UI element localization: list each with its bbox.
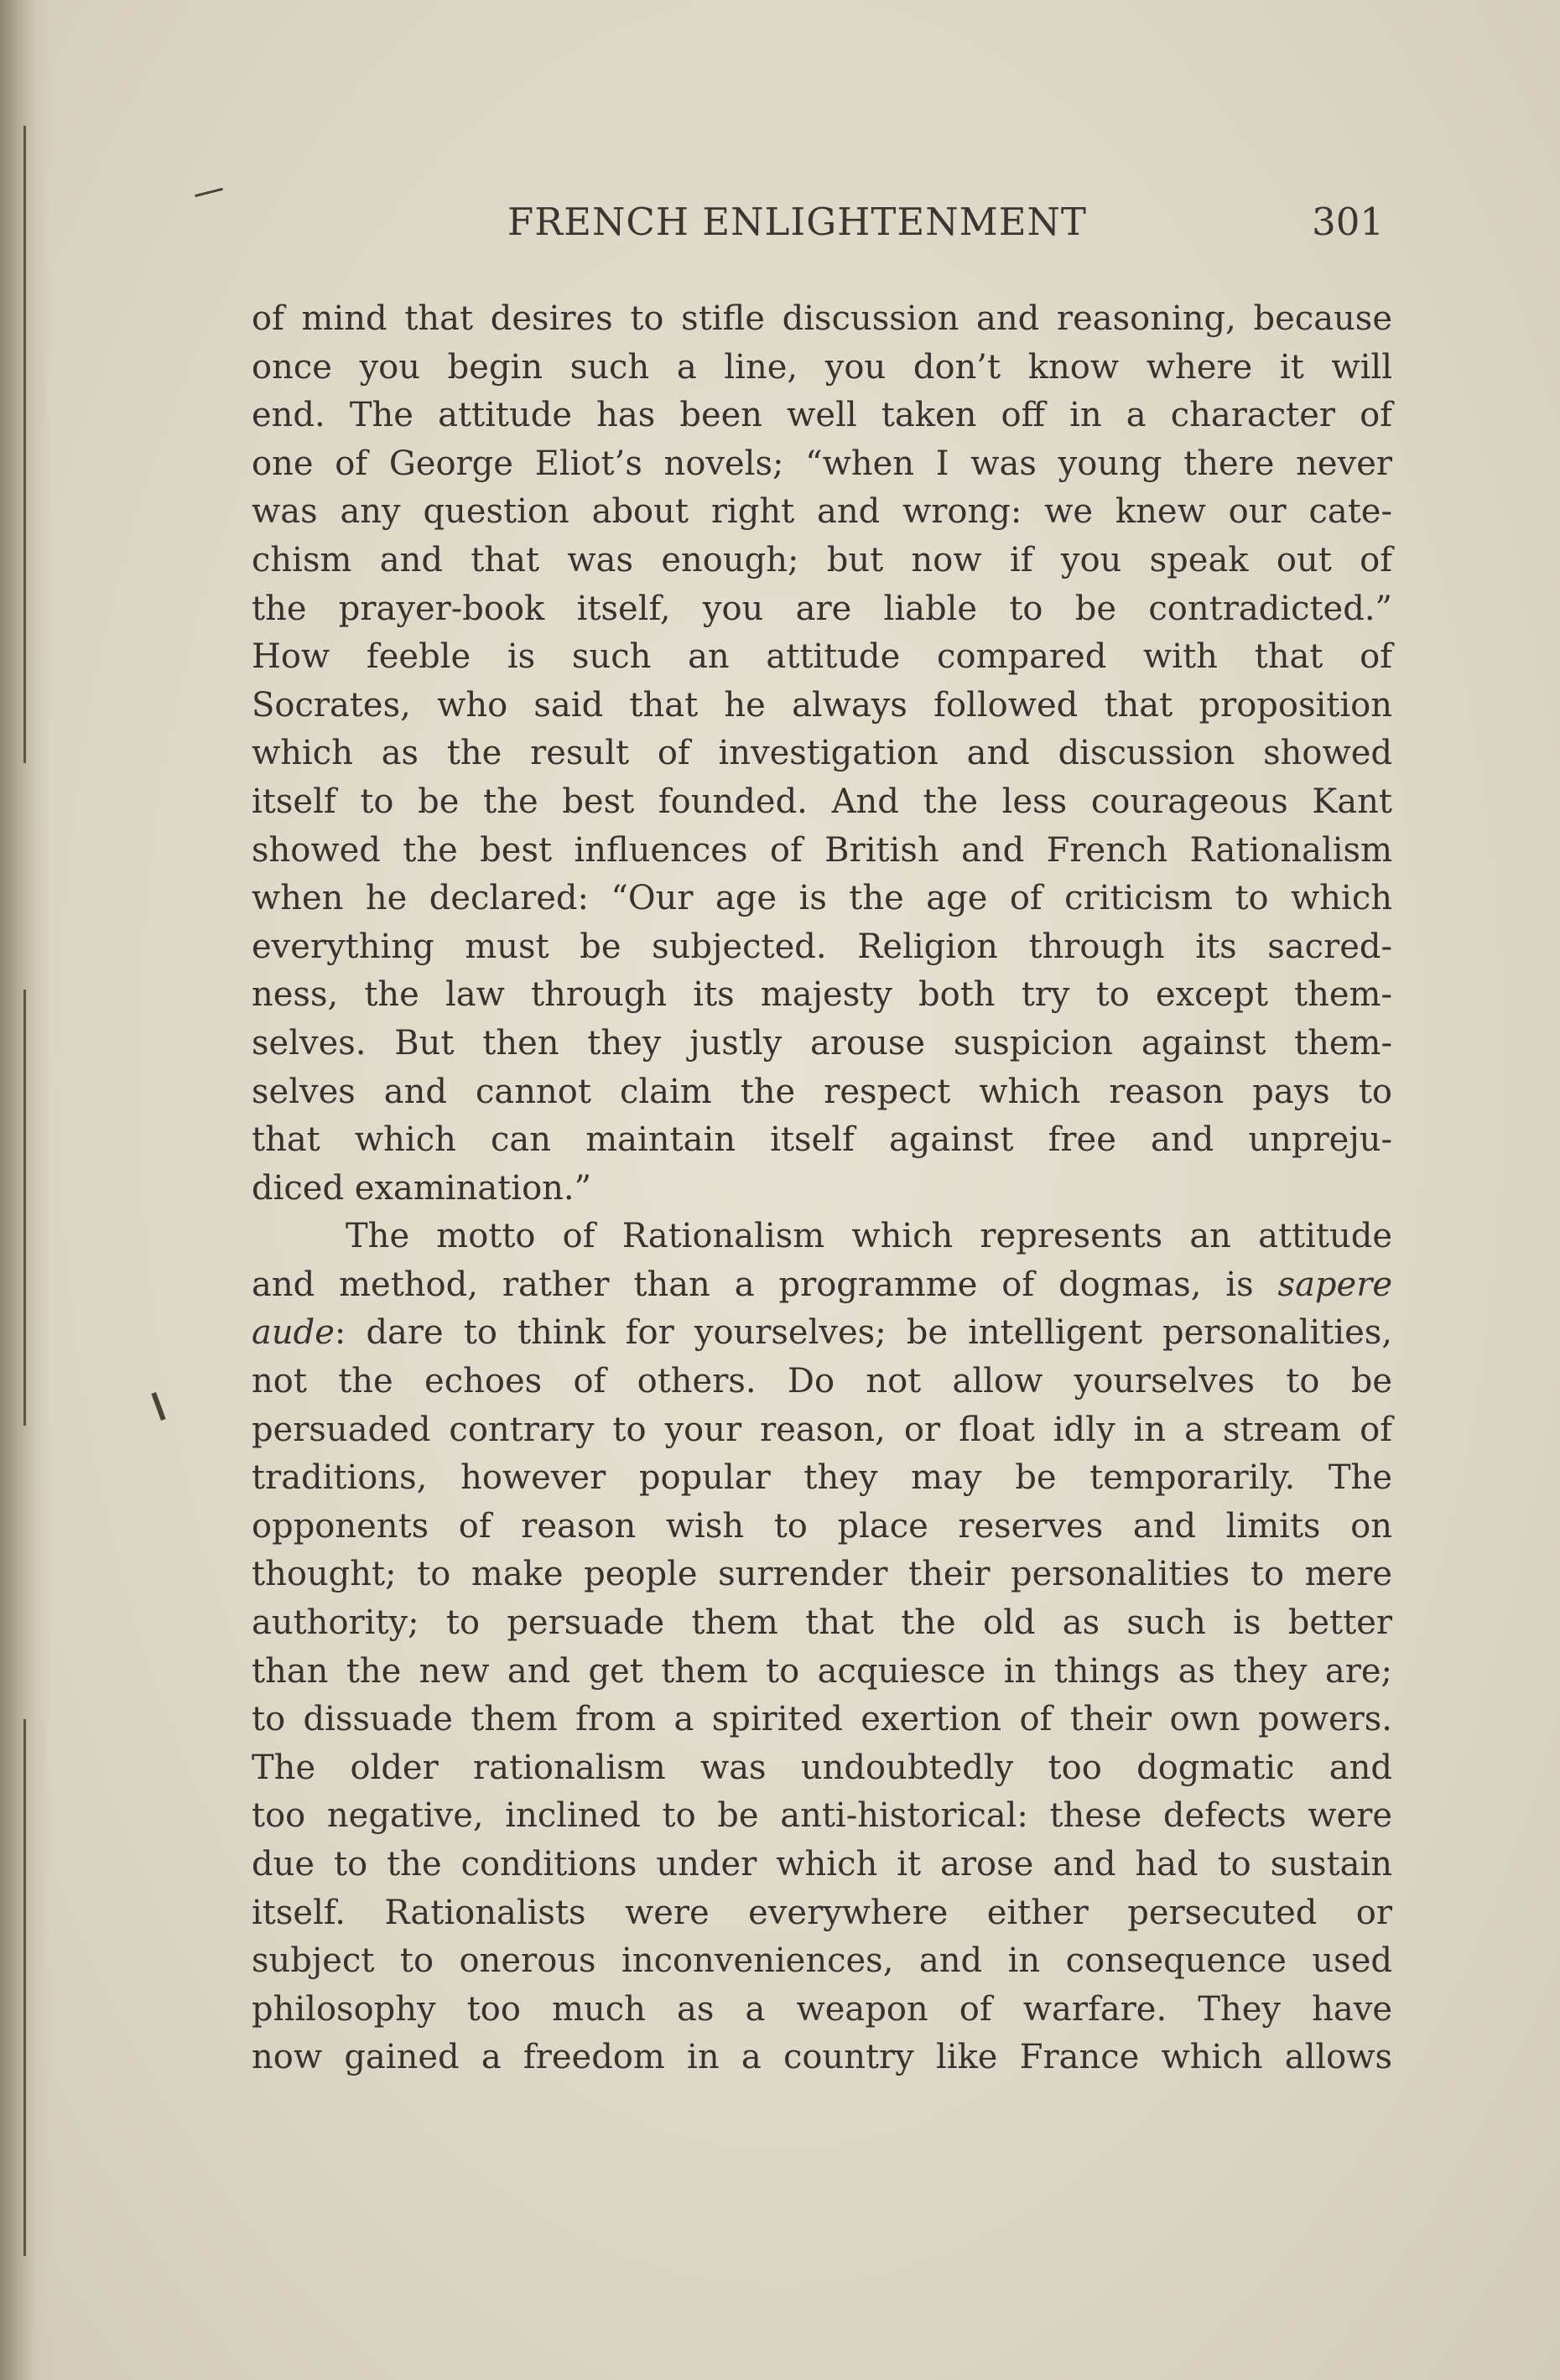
text-line-with-italic: aude: dare to think for yourselves; be intelligent personalities, <box>252 1313 1392 1353</box>
italic-phrase: aude <box>252 1313 335 1353</box>
text-line: philosophy too much as a weapon of warfare. They have <box>252 1989 1392 2029</box>
text-line: authority; to persuade them that the old as such is better <box>252 1603 1392 1643</box>
text-line: of mind that desires to stifle discussion and reasoning, because <box>252 299 1392 338</box>
text-line: Socrates, who said that he always followed that proposition <box>252 685 1392 725</box>
italic-phrase: sapere <box>1277 1265 1392 1304</box>
text-line: itself. Rationalists were everywhere either persecuted or <box>252 1893 1392 1932</box>
text-line: persuaded contrary to your reason, or float idly in a stream of <box>252 1410 1392 1449</box>
text-line: How feeble is such an attitude compared with that of <box>252 637 1392 677</box>
body-text <box>252 295 1392 2082</box>
text-line: due to the conditions under which it arose and had to sustain <box>252 1845 1392 1884</box>
text-line: selves. But then they justly arouse suspicion against them- <box>252 1023 1392 1063</box>
text-line: once you begin such a line, you don’t know where it will <box>252 347 1392 387</box>
text-line: which as the result of investigation and discussion showed <box>252 734 1392 773</box>
text-line-with-italic: and method, rather than a programme of dogmas, is sapere <box>252 1265 1392 1304</box>
text-line: when he declared: “Our age is the age of criticism to which <box>252 879 1392 918</box>
text-line: subject to onerous inconveniences, and in consequence used <box>252 1941 1392 1981</box>
text-line: showed the best influences of British and French Rationalism <box>252 830 1392 870</box>
text-line: The older rationalism was undoubtedly too dogmatic and <box>252 1748 1392 1787</box>
text-line: now gained a freedom in a country like France which allows <box>252 2038 1392 2077</box>
text-line: The motto of Rationalism which represents an attitude <box>346 1217 1392 1256</box>
running-title: FRENCH ENLIGHTENMENT <box>507 200 1087 244</box>
text-line: diced examination.” <box>252 1168 592 1208</box>
pencil-mark <box>195 188 223 197</box>
binding-edge-mark <box>23 990 26 1426</box>
text-line: everything must be subjected. Religion through its sacred- <box>252 927 1392 966</box>
text-line: end. The attitude has been well taken off in a character of <box>252 396 1392 435</box>
running-header <box>252 200 1392 258</box>
text-line: chism and that was enough; but now if you speak out of <box>252 540 1392 579</box>
text-line: itself to be the best founded. And the less courageous Kant <box>252 782 1392 821</box>
text-line: selves and cannot claim the respect which reason pays to <box>252 1072 1392 1111</box>
binding-edge-mark <box>23 126 26 763</box>
binding-edge-mark <box>23 1719 26 2256</box>
text-line: thought; to make people surrender their personalities to mere <box>252 1555 1392 1594</box>
pencil-mark <box>151 1392 165 1421</box>
text-line: the prayer-book itself, you are liable to be contradicted.” <box>252 589 1392 628</box>
page-number: 301 <box>1312 200 1384 244</box>
text-line: opponents of reason wish to place reserves and limits on <box>252 1506 1392 1546</box>
text-line: to dissuade them from a spirited exertion of their own powers. <box>252 1700 1392 1739</box>
text-line: traditions, however popular they may be temporarily. The <box>252 1458 1392 1498</box>
text-line: was any question about right and wrong: we knew our cate- <box>252 492 1392 532</box>
text-line: too negative, inclined to be anti-historical: these defects were <box>252 1796 1392 1836</box>
text-line: than the new and get them to acquiesce in things as they are; <box>252 1651 1392 1691</box>
text-line: not the echoes of others. Do not allow yourselves to be <box>252 1362 1392 1401</box>
text-line: that which can maintain itself against free and unpreju- <box>252 1120 1392 1160</box>
text-line: one of George Eliot’s novels; “when I was young there never <box>252 444 1392 483</box>
text-line: ness, the law through its majesty both try to except them- <box>252 975 1392 1015</box>
